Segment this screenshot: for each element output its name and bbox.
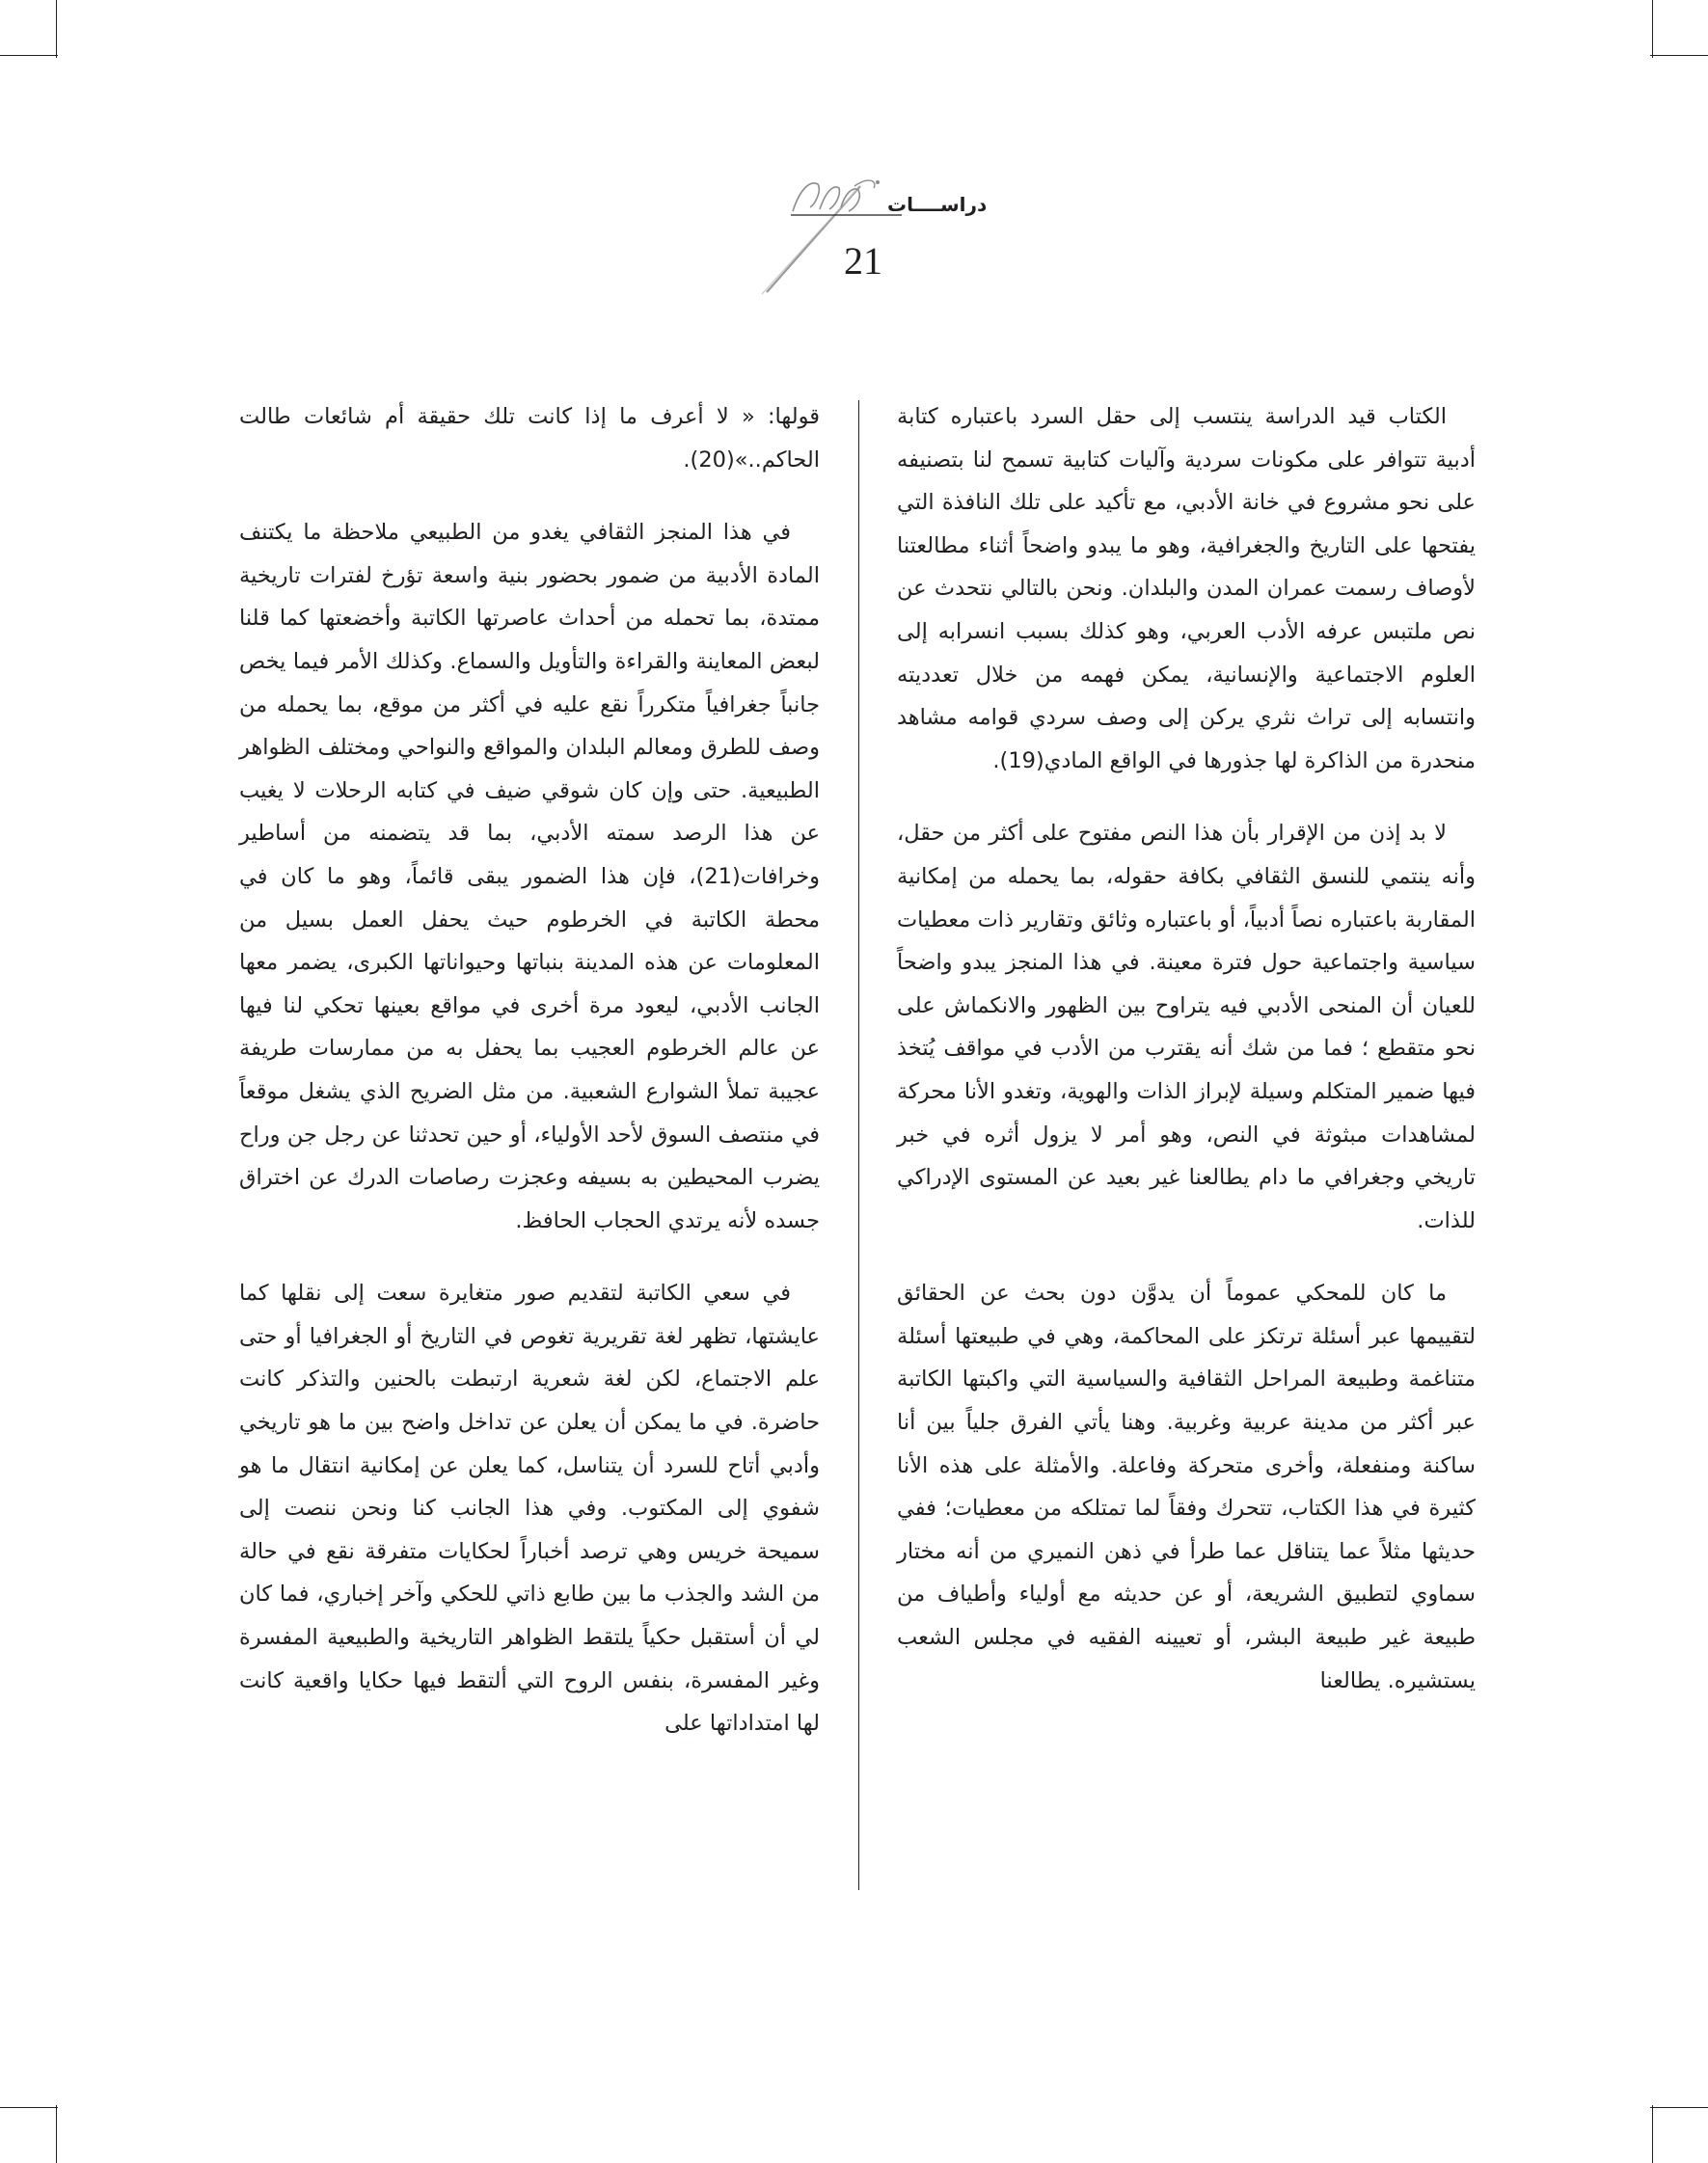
paragraph: ما كان للمحكي عموماً أن يدوَّن دون بحث عن الحقائق لتقييمها عبر أسئلة ترتكز على المحاكمة، وهي في طبيعتها أسئلة متناغمة وطبيعة المراحل الثقافية والسياسية التي واكبتها الكاتبة عبر أكثر من مدينة عربية وغربية. وهنا يأتي الفرق جلياً بين أنا ساكنة ومنفعلة، وأخرى متحركة وفاعلة. والأمثلة على هذه الأنا كثيرة في هذا الكتاب، تتحرك وفقاً لما تمتلكه من معطيات؛ ففي حديثها مثلاً عما يتناقل عما طرأ في ذهن النميري من أنه مختار سماوي لتطبيق الشريعة، أو عن حديثه مع أولياء وأطياف من طبيعة غير طبيعة البشر، أو تعيينه الفقيه في مجلس الشعب يستشيره. يطالعنا — [897, 1281, 1476, 1693]
crop-mark-top-right-vertical — [1652, 0, 1653, 58]
paragraph: في سعي الكاتبة لتقديم صور متغايرة سعت إلى نقلها كما عايشتها، تظهر لغة تقريرية تغوص في التاريخ أو الجغرافيا أو حتى علم الاجتماع، لكن لغة شعرية ارتبطت بالحنين والتذكر كانت حاضرة. في ما يمكن أن يعلن عن تداخل واضح بين ما هو تاريخي وأدبي أتاح للسرد أن يتناسل، كما يعلن عن إمكانية انتقال ما هو شفوي إلى المكتوب. وفي هذا الجانب كنا ونحن ننصت إلى سميحة خريس وهي ترصد أخباراً لحكايات متفرقة نقع في حالة من الشد والجذب ما بين طابع ذاتي للحكي وآخر إخباري، فما كان لي أن أستقبل حكياً يلتقط الظواهر التاريخية والطبيعية المفسرة وغير المفسرة، بنفس الروح التي ألتقط فيها حكايا واقعية كانت لها امتداداتها على — [239, 1281, 820, 1737]
paragraph: الكتاب قيد الدراسة ينتسب إلى حقل السرد باعتباره كتابة أدبية تتوافر على مكونات سردية وآليات كتابية تسمح لنا بتصنيفه على نحو مشروع في خانة الأدبي، مع تأكيد على تلك النافذة التي يفتحها على التاريخ والجغرافية، وهو ما يبدو واضحاً أثناء مطالعتنا لأوصاف رسمت عمران المدن والبلدان. ونحن بالتالي نتحدث عن نص ملتبس عرفه الأدب العربي، وهو كذلك بسبب انسرابه إلى العلوم الاجتماعية والإنسانية، يمكن فهمه من خلال تعدديته وانتسابه إلى تراث نثري يركن إلى وصف سردي قوامه مشاهد منحدرة من الذاكرة لها جذورها في الواقع المادي(19). — [897, 404, 1476, 773]
left-text-column — [239, 395, 820, 1775]
magazine-logo-icon — [733, 169, 907, 304]
paragraph: قولها: « لا أعرف ما إذا كانت تلك حقيقة أم شائعات طالت الحاكم..»(20). — [239, 404, 820, 473]
crop-mark-bottom-right-horizontal — [1650, 2107, 1708, 2108]
right-text-column — [897, 395, 1476, 1732]
running-header — [714, 169, 1022, 304]
paragraph: في هذا المنجز الثقافي يغدو من الطبيعي ملاحظة ما يكتنف المادة الأدبية من ضمور بحضور بنية واسعة تؤرخ لفترات تاريخية ممتدة، بما تحمله من أحداث عاصرتها الكاتبة وأخضعتها كما قلنا لبعض المعاينة والقراءة والتأويل والسماع. وكذلك الأمر فيما يخص جانباً جغرافياً متكرراً نقع عليه في أكثر من موقع، بما يحمله من وصف للطرق ومعالم البلدان والمواقع والنواحي ومختلف الظواهر الطبيعية. حتى وإن كان شوقي ضيف في كتابه الرحلات لا يغيب عن هذا الرصد سمته الأدبي، بما قد يتضمنه من أساطير وخرافات(21)، فإن هذا الضمور يبقى قائماً، وهو ما كان في محطة الكاتبة في الخرطوم حيث يحفل العمل بسيل من المعلومات عن هذه المدينة بنباتها وحيواناتها الكبرى، يضمر معها الجانب الأدبي، ليعود مرة أخرى في مواقع بعينها تحكي لنا فيها عن عالم الخرطوم العجيب بما يحفل به من ممارسات طريفة عجيبة تملأ الشوارع الشعبية. من مثل الضريح الذي يشغل موقعاً في منتصف السوق لأحد الأولياء، أو حين تحدثنا عن رجل جن وراح يضرب المحيطين به بسيفه وعجزت رصاصات الدرك عن اختراق جسده لأنه يرتدي الحجاب الحافظ. — [239, 520, 820, 1233]
crop-mark-top-right-horizontal — [1650, 55, 1708, 56]
crop-mark-top-left-horizontal — [0, 55, 58, 56]
page-number: 21 — [844, 239, 882, 283]
paragraph: لا بد إذن من الإقرار بأن هذا النص مفتوح على أكثر من حقل، وأنه ينتمي للنسق الثقافي بكافة حقوله، بما يحمله من إمكانية المقاربة باعتباره نصاً أدبياً، أو باعتباره وثائق وتقارير ذات معطيات سياسية واجتماعية حول فترة معينة. في هذا المنجز يبدو واضحاً للعيان أن المنحى الأدبي فيه يتراوح بين الظهور والانكماش على نحو متقطع ؛ فما من شك أنه يقترب من الأدب في مواقف يُتخذ فيها ضمير المتكلم وسيلة لإبراز الذات والهوية، وتغدو الأنا محركة لمشاهدات مبثوثة في النص، وهو أمر لا يزول أثره في خبر تاريخي وجغرافي ما دام يطالعنا غير بعيد عن المستوى الإدراكي للذات. — [897, 821, 1476, 1233]
column-divider — [858, 400, 859, 1890]
crop-mark-top-left-vertical — [56, 0, 57, 58]
section-label: دراســــات — [887, 193, 988, 216]
crop-mark-bottom-left-vertical — [56, 2105, 57, 2163]
crop-mark-bottom-right-vertical — [1652, 2105, 1653, 2163]
crop-mark-bottom-left-horizontal — [0, 2107, 58, 2108]
